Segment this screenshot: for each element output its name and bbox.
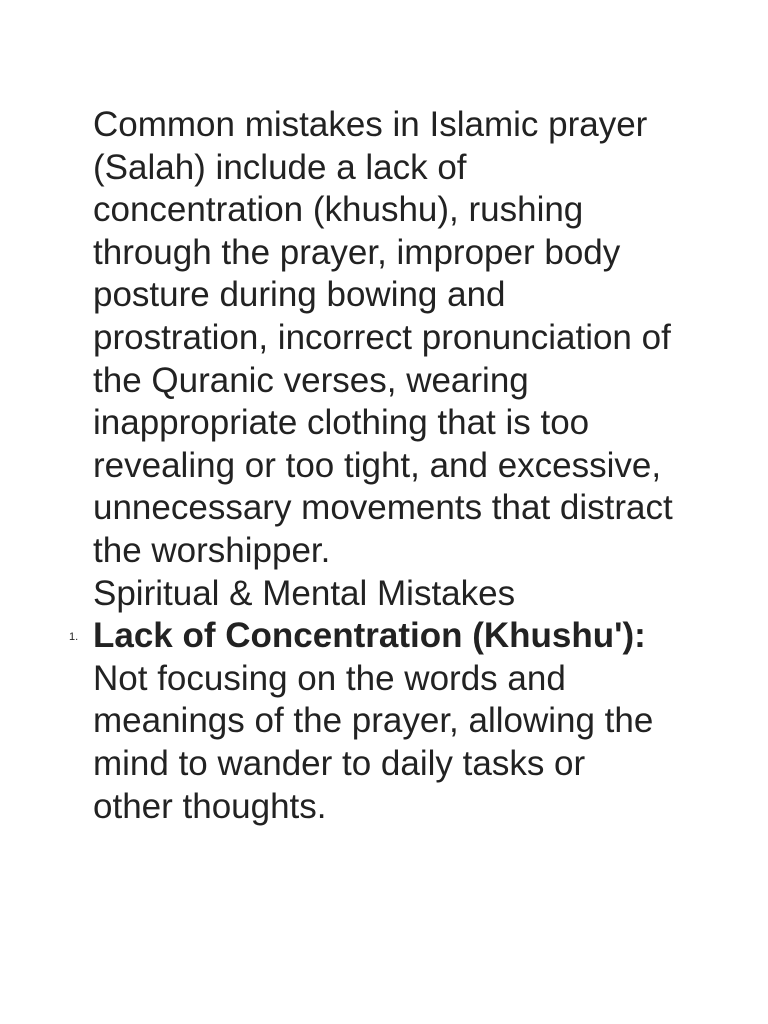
mistakes-list bbox=[69, 615, 673, 828]
intro-paragraph: Common mistakes in Islamic prayer (Salah) include a lack of concentration (khushu), rushing through the prayer, improper body posture during bowing and prostration, incorrect pronunciation of the Quranic verses, wearing inappropriate clothing that is too revealing or too tight, and excessive, unnecessary movements that distract the worshipper. bbox=[93, 105, 673, 570]
list-item-description: Not focusing on the words and meanings of the prayer, allowing the mind to wander to daily tasks or other thoughts. bbox=[93, 658, 654, 826]
list-item-term: Lack of Concentration (Khushu'): bbox=[93, 616, 646, 656]
section-heading: Spiritual & Mental Mistakes bbox=[93, 573, 516, 613]
document-content bbox=[69, 104, 673, 828]
list-item-number: 1. bbox=[69, 631, 79, 644]
list-item bbox=[69, 615, 673, 828]
